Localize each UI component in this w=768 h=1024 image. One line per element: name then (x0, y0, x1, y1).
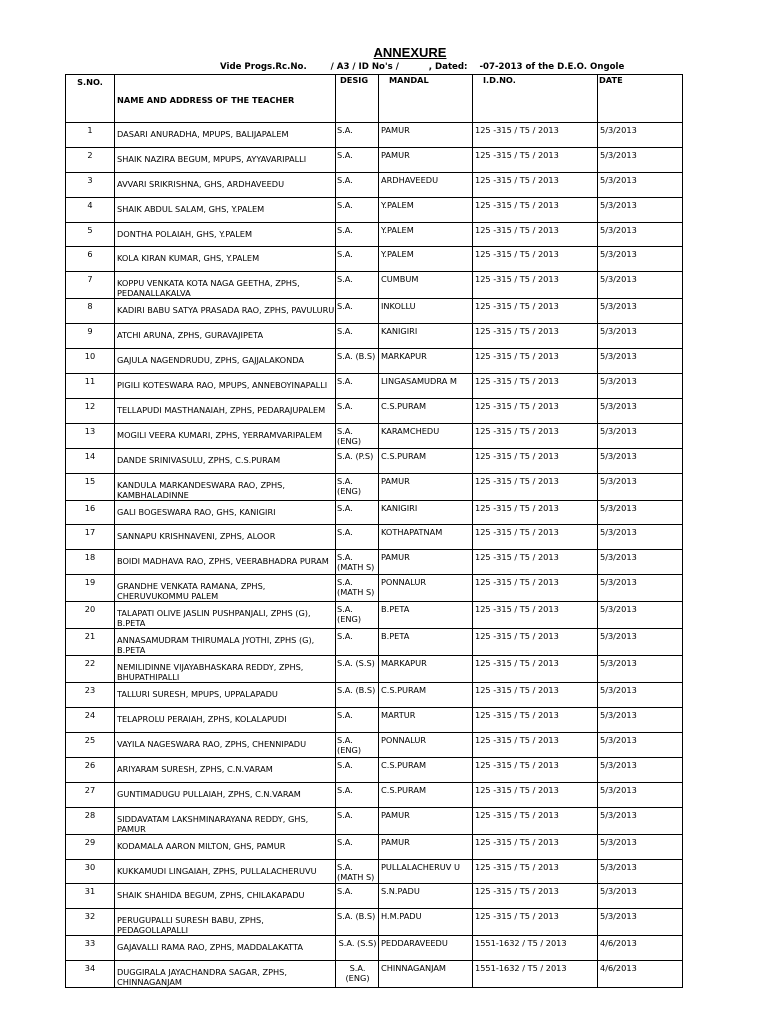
cell-name: KANDULA MARKANDESWARA RAO, ZPHS, KAMBHALADINNE (115, 473, 336, 500)
cell-mandal: H.M.PADU (379, 909, 473, 936)
cell-id-no: 125 -315 / T5 / 2013 (473, 500, 598, 525)
cell-desig: S.A. (B.S) (336, 349, 379, 374)
cell-date: 5/3/2013 (598, 629, 683, 656)
cell-mandal: B.PETA (379, 629, 473, 656)
cell-mandal: MARKAPUR (379, 656, 473, 683)
cell-id-no: 125 -315 / T5 / 2013 (473, 324, 598, 349)
cell-sno: 32 (66, 909, 115, 936)
cell-desig: S.A. (336, 807, 379, 834)
cell-date: 5/3/2013 (598, 423, 683, 448)
cell-sno: 26 (66, 757, 115, 782)
cell-desig: S.A. (336, 629, 379, 656)
cell-name: AVVARI SRIKRISHNA, GHS, ARDHAVEEDU (115, 172, 336, 197)
cell-sno: 27 (66, 782, 115, 807)
cell-date: 5/3/2013 (598, 656, 683, 683)
cell-mandal: KANIGIRI (379, 500, 473, 525)
cell-desig: S.A. (336, 123, 379, 148)
cell-id-no: 125 -315 / T5 / 2013 (473, 834, 598, 859)
cell-date: 5/3/2013 (598, 398, 683, 423)
cell-sno: 8 (66, 299, 115, 324)
cell-sno: 29 (66, 834, 115, 859)
table-row (66, 757, 683, 782)
table-row (66, 782, 683, 807)
cell-name: DUGGIRALA JAYACHANDRA SAGAR, ZPHS, CHINNAGANJAM (115, 961, 336, 988)
cell-desig: S.A. (336, 247, 379, 272)
cell-sno: 14 (66, 448, 115, 473)
cell-name: KUKKAMUDI LINGAIAH, ZPHS, PULLALACHERUVU (115, 859, 336, 884)
cell-mandal: MARKAPUR (379, 349, 473, 374)
cell-mandal: PONNALUR (379, 733, 473, 758)
cell-date: 5/3/2013 (598, 222, 683, 247)
cell-date: 5/3/2013 (598, 909, 683, 936)
cell-desig: S.A. (ENG) (336, 473, 379, 500)
cell-date: 5/3/2013 (598, 272, 683, 299)
cell-name: SANNAPU KRISHNAVENI, ZPHS, ALOOR (115, 525, 336, 550)
reference-line: Vide Progs.Rc.No. / A3 / ID No's / , Dated: -07-2013 of the D.E.O. Ongole (220, 62, 625, 72)
cell-date: 5/3/2013 (598, 374, 683, 399)
cell-desig: S.A. (B.S) (336, 909, 379, 936)
cell-sno: 6 (66, 247, 115, 272)
cell-id-no: 125 -315 / T5 / 2013 (473, 349, 598, 374)
cell-sno: 5 (66, 222, 115, 247)
cell-name: PERUGUPALLI SURESH BABU, ZPHS, PEDAGOLLAPALLI (115, 909, 336, 936)
cell-sno: 19 (66, 575, 115, 602)
cell-sno: 12 (66, 398, 115, 423)
cell-date: 5/3/2013 (598, 708, 683, 733)
cell-sno: 21 (66, 629, 115, 656)
table-row (66, 473, 683, 500)
table-row (66, 708, 683, 733)
cell-desig: S.A. (336, 197, 379, 222)
cell-desig: S.A. (MATH S) (336, 859, 379, 884)
table-row (66, 423, 683, 448)
table-row (66, 147, 683, 172)
cell-name: TALAPATI OLIVE JASLIN PUSHPANJALI, ZPHS (G), B.PETA (115, 602, 336, 629)
cell-date: 5/3/2013 (598, 884, 683, 909)
cell-id-no: 125 -315 / T5 / 2013 (473, 448, 598, 473)
cell-sno: 10 (66, 349, 115, 374)
cell-mandal: PONNALUR (379, 575, 473, 602)
cell-name: GRANDHE VENKATA RAMANA, ZPHS, CHERUVUKOMMU PALEM (115, 575, 336, 602)
table-row (66, 961, 683, 988)
table-row (66, 500, 683, 525)
cell-name: DASARI ANURADHA, MPUPS, BALIJAPALEM (115, 123, 336, 148)
table-row (66, 884, 683, 909)
cell-sno: 30 (66, 859, 115, 884)
cell-name: KOLA KIRAN KUMAR, GHS, Y.PALEM (115, 247, 336, 272)
table-row (66, 807, 683, 834)
table-row (66, 602, 683, 629)
cell-sno: 1 (66, 123, 115, 148)
cell-mandal: C.S.PURAM (379, 448, 473, 473)
table-row (66, 172, 683, 197)
header-id: I.D.NO. (473, 75, 598, 123)
cell-date: 5/3/2013 (598, 575, 683, 602)
cell-sno: 31 (66, 884, 115, 909)
cell-sno: 13 (66, 423, 115, 448)
cell-date: 4/6/2013 (598, 936, 683, 961)
cell-id-no: 125 -315 / T5 / 2013 (473, 423, 598, 448)
cell-id-no: 125 -315 / T5 / 2013 (473, 197, 598, 222)
cell-mandal: C.S.PURAM (379, 398, 473, 423)
cell-id-no: 125 -315 / T5 / 2013 (473, 629, 598, 656)
cell-desig: S.A. (336, 147, 379, 172)
cell-mandal: INKOLLU (379, 299, 473, 324)
cell-date: 5/3/2013 (598, 123, 683, 148)
cell-id-no: 125 -315 / T5 / 2013 (473, 272, 598, 299)
cell-name: SHAIK SHAHIDA BEGUM, ZPHS, CHILAKAPADU (115, 884, 336, 909)
cell-date: 5/3/2013 (598, 448, 683, 473)
table-row (66, 550, 683, 575)
table-row (66, 222, 683, 247)
cell-sno: 25 (66, 733, 115, 758)
cell-id-no: 125 -315 / T5 / 2013 (473, 123, 598, 148)
cell-id-no: 125 -315 / T5 / 2013 (473, 147, 598, 172)
table-row (66, 656, 683, 683)
cell-name: ARIYARAM SURESH, ZPHS, C.N.VARAM (115, 757, 336, 782)
cell-date: 5/3/2013 (598, 172, 683, 197)
cell-sno: 24 (66, 708, 115, 733)
table-row (66, 834, 683, 859)
cell-id-no: 125 -315 / T5 / 2013 (473, 708, 598, 733)
cell-id-no: 125 -315 / T5 / 2013 (473, 683, 598, 708)
table-row (66, 398, 683, 423)
cell-sno: 28 (66, 807, 115, 834)
annexure-title: ANNEXURE (373, 45, 447, 60)
cell-desig: S.A. (P.S) (336, 448, 379, 473)
cell-id-no: 125 -315 / T5 / 2013 (473, 247, 598, 272)
cell-name: KODAMALA AARON MILTON, GHS, PAMUR (115, 834, 336, 859)
cell-mandal: B.PETA (379, 602, 473, 629)
cell-name: KOPPU VENKATA KOTA NAGA GEETHA, ZPHS, PEDANALLAKALVA (115, 272, 336, 299)
cell-mandal: C.S.PURAM (379, 757, 473, 782)
cell-name: SHAIK ABDUL SALAM, GHS, Y.PALEM (115, 197, 336, 222)
cell-name: GAJAVALLI RAMA RAO, ZPHS, MADDALAKATTA (115, 936, 336, 961)
cell-sno: 2 (66, 147, 115, 172)
cell-mandal: PAMUR (379, 147, 473, 172)
cell-id-no: 125 -315 / T5 / 2013 (473, 473, 598, 500)
cell-mandal: C.S.PURAM (379, 782, 473, 807)
cell-desig: S.A. (336, 398, 379, 423)
cell-sno: 16 (66, 500, 115, 525)
cell-mandal: PEDDARAVEEDU (379, 936, 473, 961)
cell-desig: S.A. (MATH S) (336, 550, 379, 575)
cell-name: ANNASAMUDRAM THIRUMALA JYOTHI, ZPHS (G), B.PETA (115, 629, 336, 656)
cell-date: 5/3/2013 (598, 602, 683, 629)
cell-desig: S.A. (336, 500, 379, 525)
cell-date: 5/3/2013 (598, 683, 683, 708)
header-date: DATE (598, 75, 683, 123)
table-body (66, 123, 683, 988)
cell-id-no: 125 -315 / T5 / 2013 (473, 757, 598, 782)
cell-desig: S.A. (S.S) (336, 936, 379, 961)
cell-id-no: 125 -315 / T5 / 2013 (473, 807, 598, 834)
cell-date: 5/3/2013 (598, 525, 683, 550)
cell-id-no: 125 -315 / T5 / 2013 (473, 909, 598, 936)
cell-desig: S.A. (336, 782, 379, 807)
cell-mandal: KARAMCHEDU (379, 423, 473, 448)
cell-date: 5/3/2013 (598, 834, 683, 859)
table-row (66, 859, 683, 884)
cell-sno: 23 (66, 683, 115, 708)
cell-id-no: 125 -315 / T5 / 2013 (473, 602, 598, 629)
cell-id-no: 125 -315 / T5 / 2013 (473, 656, 598, 683)
cell-id-no: 125 -315 / T5 / 2013 (473, 525, 598, 550)
cell-id-no: 1551-1632 / T5 / 2013 (473, 961, 598, 988)
cell-sno: 15 (66, 473, 115, 500)
table-row (66, 575, 683, 602)
cell-date: 5/3/2013 (598, 500, 683, 525)
teacher-table (65, 74, 683, 988)
table-row (66, 349, 683, 374)
cell-sno: 4 (66, 197, 115, 222)
table-row (66, 629, 683, 656)
table-row (66, 272, 683, 299)
cell-date: 4/6/2013 (598, 961, 683, 988)
cell-sno: 34 (66, 961, 115, 988)
cell-desig: S.A. (336, 272, 379, 299)
cell-date: 5/3/2013 (598, 147, 683, 172)
cell-desig: S.A. (S.S) (336, 656, 379, 683)
header-mandal: MANDAL (379, 75, 473, 123)
header-name: NAME AND ADDRESS OF THE TEACHER (115, 75, 336, 123)
cell-date: 5/3/2013 (598, 473, 683, 500)
cell-desig: S.A. (336, 299, 379, 324)
cell-date: 5/3/2013 (598, 859, 683, 884)
table-row (66, 374, 683, 399)
cell-desig: S.A. (ENG) (336, 423, 379, 448)
cell-name: SIDDAVATAM LAKSHMINARAYANA REDDY, GHS, PAMUR (115, 807, 336, 834)
header-desig: DESIG (336, 75, 379, 123)
cell-desig: S.A. (B.S) (336, 683, 379, 708)
cell-mandal: S.N.PADU (379, 884, 473, 909)
cell-desig: S.A. (ENG) (336, 733, 379, 758)
cell-mandal: C.S.PURAM (379, 683, 473, 708)
cell-id-no: 125 -315 / T5 / 2013 (473, 733, 598, 758)
cell-date: 5/3/2013 (598, 733, 683, 758)
cell-id-no: 125 -315 / T5 / 2013 (473, 782, 598, 807)
table-row (66, 936, 683, 961)
cell-id-no: 1551-1632 / T5 / 2013 (473, 936, 598, 961)
header-sno: S.NO. (66, 75, 115, 123)
cell-sno: 17 (66, 525, 115, 550)
table-row (66, 123, 683, 148)
cell-desig: S.A. (MATH S) (336, 575, 379, 602)
table-row (66, 247, 683, 272)
cell-mandal: PAMUR (379, 834, 473, 859)
cell-mandal: PAMUR (379, 123, 473, 148)
cell-desig: S.A. (336, 222, 379, 247)
cell-id-no: 125 -315 / T5 / 2013 (473, 299, 598, 324)
cell-date: 5/3/2013 (598, 349, 683, 374)
cell-sno: 3 (66, 172, 115, 197)
cell-id-no: 125 -315 / T5 / 2013 (473, 859, 598, 884)
cell-mandal: KOTHAPATNAM (379, 525, 473, 550)
cell-desig: S.A. (336, 708, 379, 733)
cell-sno: 18 (66, 550, 115, 575)
cell-sno: 9 (66, 324, 115, 349)
cell-mandal: Y.PALEM (379, 247, 473, 272)
cell-mandal: CHINNAGANJAM (379, 961, 473, 988)
cell-date: 5/3/2013 (598, 247, 683, 272)
cell-mandal: ARDHAVEEDU (379, 172, 473, 197)
cell-name: GUNTIMADUGU PULLAIAH, ZPHS, C.N.VARAM (115, 782, 336, 807)
cell-id-no: 125 -315 / T5 / 2013 (473, 575, 598, 602)
cell-name: KADIRI BABU SATYA PRASADA RAO, ZPHS, PAVULURU (115, 299, 336, 324)
cell-date: 5/3/2013 (598, 324, 683, 349)
cell-mandal: PAMUR (379, 807, 473, 834)
cell-sno: 7 (66, 272, 115, 299)
cell-sno: 20 (66, 602, 115, 629)
cell-mandal: MARTUR (379, 708, 473, 733)
cell-name: ATCHI ARUNA, ZPHS, GURAVAJIPETA (115, 324, 336, 349)
cell-desig: S.A. (ENG) (336, 961, 379, 988)
cell-date: 5/3/2013 (598, 197, 683, 222)
cell-date: 5/3/2013 (598, 757, 683, 782)
cell-name: GAJULA NAGENDRUDU, ZPHS, GAJJALAKONDA (115, 349, 336, 374)
cell-mandal: PULLALACHERUV U (379, 859, 473, 884)
cell-name: GALI BOGESWARA RAO, GHS, KANIGIRI (115, 500, 336, 525)
cell-name: NEMILIDINNE VIJAYABHASKARA REDDY, ZPHS, BHUPATHIPALLI (115, 656, 336, 683)
table-row (66, 909, 683, 936)
cell-id-no: 125 -315 / T5 / 2013 (473, 884, 598, 909)
table-row (66, 324, 683, 349)
cell-mandal: CUMBUM (379, 272, 473, 299)
table-row (66, 683, 683, 708)
cell-sno: 11 (66, 374, 115, 399)
cell-desig: S.A. (336, 834, 379, 859)
table-header-row (66, 75, 683, 123)
cell-id-no: 125 -315 / T5 / 2013 (473, 172, 598, 197)
cell-name: DANDE SRINIVASULU, ZPHS, C.S.PURAM (115, 448, 336, 473)
cell-name: BOIDI MADHAVA RAO, ZPHS, VEERABHADRA PURAM (115, 550, 336, 575)
cell-date: 5/3/2013 (598, 807, 683, 834)
cell-sno: 33 (66, 936, 115, 961)
table-row (66, 299, 683, 324)
cell-name: VAYILA NAGESWARA RAO, ZPHS, CHENNIPADU (115, 733, 336, 758)
cell-mandal: Y.PALEM (379, 222, 473, 247)
cell-desig: S.A. (ENG) (336, 602, 379, 629)
cell-sno: 22 (66, 656, 115, 683)
cell-desig: S.A. (336, 324, 379, 349)
cell-name: SHAIK NAZIRA BEGUM, MPUPS, AYYAVARIPALLI (115, 147, 336, 172)
cell-date: 5/3/2013 (598, 299, 683, 324)
cell-name: DONTHA POLAIAH, GHS, Y.PALEM (115, 222, 336, 247)
cell-mandal: KANIGIRI (379, 324, 473, 349)
cell-name: MOGILI VEERA KUMARI, ZPHS, YERRAMVARIPALEM (115, 423, 336, 448)
table-row (66, 197, 683, 222)
table-row (66, 448, 683, 473)
cell-desig: S.A. (336, 884, 379, 909)
cell-name: TELLAPUDI MASTHANAIAH, ZPHS, PEDARAJUPALEM (115, 398, 336, 423)
cell-id-no: 125 -315 / T5 / 2013 (473, 222, 598, 247)
table-row (66, 733, 683, 758)
cell-mandal: Y.PALEM (379, 197, 473, 222)
table-row (66, 525, 683, 550)
cell-desig: S.A. (336, 757, 379, 782)
cell-desig: S.A. (336, 374, 379, 399)
cell-desig: S.A. (336, 525, 379, 550)
cell-mandal: PAMUR (379, 473, 473, 500)
cell-id-no: 125 -315 / T5 / 2013 (473, 550, 598, 575)
cell-desig: S.A. (336, 172, 379, 197)
cell-mandal: PAMUR (379, 550, 473, 575)
cell-date: 5/3/2013 (598, 782, 683, 807)
cell-name: TALLURI SURESH, MPUPS, UPPALAPADU (115, 683, 336, 708)
cell-mandal: LINGASAMUDRA M (379, 374, 473, 399)
cell-id-no: 125 -315 / T5 / 2013 (473, 398, 598, 423)
cell-id-no: 125 -315 / T5 / 2013 (473, 374, 598, 399)
cell-name: PIGILI KOTESWARA RAO, MPUPS, ANNEBOYINAPALLI (115, 374, 336, 399)
cell-name: TELAPROLU PERAIAH, ZPHS, KOLALAPUDI (115, 708, 336, 733)
cell-date: 5/3/2013 (598, 550, 683, 575)
